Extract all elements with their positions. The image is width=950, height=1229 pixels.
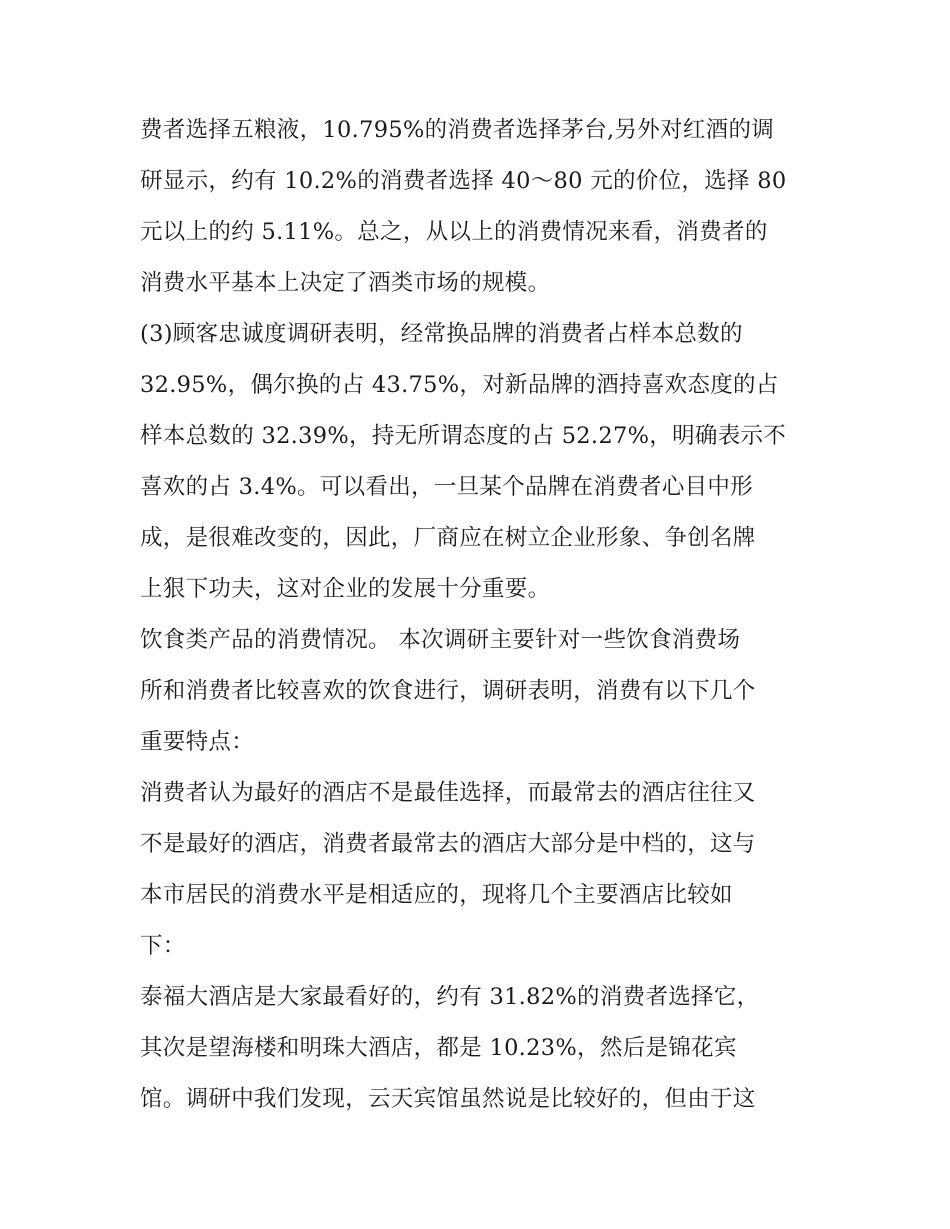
- text-line: 饮食类产品的消费情况。 本次调研主要针对一些饮食消费场: [140, 627, 741, 653]
- body-text: [140, 110, 820, 1130]
- text-line: 不是最好的酒店，消费者最常去的酒店大部分是中档的，这与: [140, 831, 756, 857]
- text-line: 成，是很难改变的，因此，厂商应在树立企业形象、争创名牌: [140, 525, 756, 551]
- text-line: 馆。调研中我们发现，云天宾馆虽然说是比较好的，但由于这: [140, 1086, 756, 1112]
- text-line: 费者选择五粮液，10.795%的消费者选择茅台,另外对红酒的调: [140, 117, 775, 143]
- text-line: 下：: [140, 933, 186, 959]
- text-line: 研显示，约有 10.2%的消费者选择 40～80 元的价位，选择 80: [140, 168, 787, 194]
- text-line: 本市居民的消费水平是相适应的，现将几个主要酒店比较如: [140, 882, 733, 908]
- text-line: 喜欢的占 3.4%。可以看出，一旦某个品牌在消费者心目中形: [140, 474, 754, 500]
- text-line: 消费者认为最好的酒店不是最佳选择，而最常去的酒店往往又: [140, 780, 756, 806]
- text-line: 上狠下功夫，这对企业的发展十分重要。: [140, 576, 551, 602]
- text-line: 所和消费者比较喜欢的饮食进行，调研表明，消费有以下几个: [140, 678, 756, 704]
- text-line: 元以上的约 5.11%。总之，从以上的消费情况来看，消费者的: [140, 219, 768, 245]
- text-line: 重要特点：: [140, 729, 255, 755]
- text-line: (3)顾客忠诚度调研表明，经常换品牌的消费者占样本总数的: [140, 321, 743, 347]
- text-line: 泰福大酒店是大家最看好的，约有 31.82%的消费者选择它，: [140, 984, 760, 1010]
- text-line: 32.95%，偶尔换的占 43.75%，对新品牌的酒持喜欢态度的占: [140, 372, 779, 398]
- text-line: 样本总数的 32.39%，持无所谓态度的占 52.27%，明确表示不: [140, 423, 787, 449]
- text-line: 其次是望海楼和明珠大酒店，都是 10.23%，然后是锦花宾: [140, 1035, 737, 1061]
- text-line: 消费水平基本上决定了酒类市场的规模。: [140, 270, 551, 296]
